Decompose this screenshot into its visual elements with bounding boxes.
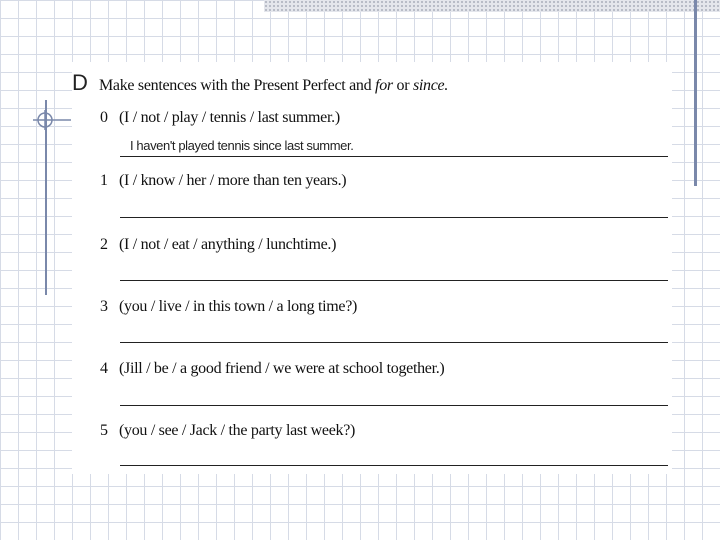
instruction-text: Make sentences with the Present Perfect and [99, 77, 376, 94]
item-2-answer-line[interactable] [120, 280, 668, 281]
item-1-answer-line[interactable] [120, 217, 668, 218]
item-5-number: 5 [100, 422, 108, 439]
instruction-since: since. [412, 77, 449, 94]
decorative-right-bar [694, 0, 697, 186]
item-3-prompt: (you / live / in this town / a long time?) [119, 298, 358, 315]
item-4-prompt: (Jill / be / a good friend / we were at school together.) [119, 360, 445, 377]
exercise-instruction [99, 77, 448, 95]
item-5-answer-line[interactable] [120, 465, 668, 466]
instruction-for: for [375, 77, 393, 94]
example-number: 0 [100, 109, 108, 126]
item-2-prompt: (I / not / eat / anything / lunchtime.) [119, 236, 337, 253]
example-prompt: (I / not / play / tennis / last summer.) [119, 109, 340, 126]
item-2-number: 2 [100, 236, 108, 253]
item-3-number: 3 [100, 298, 108, 315]
item-4-number: 4 [100, 360, 108, 377]
example-answer: I haven't played tennis since last summer. [130, 138, 354, 153]
instruction-or: or [392, 77, 413, 94]
item-1-prompt: (I / know / her / more than ten years.) [119, 172, 347, 189]
decorative-top-bar [264, 0, 720, 12]
exercise-letter: D [72, 70, 88, 95]
item-4-answer-line[interactable] [120, 405, 668, 406]
crosshair-bullet-icon [31, 110, 71, 130]
example-answer-line [120, 156, 668, 157]
item-3-answer-line[interactable] [120, 342, 668, 343]
item-5-prompt: (you / see / Jack / the party last week?) [119, 422, 356, 439]
item-1-number: 1 [100, 172, 108, 189]
worksheet-page [72, 62, 672, 474]
